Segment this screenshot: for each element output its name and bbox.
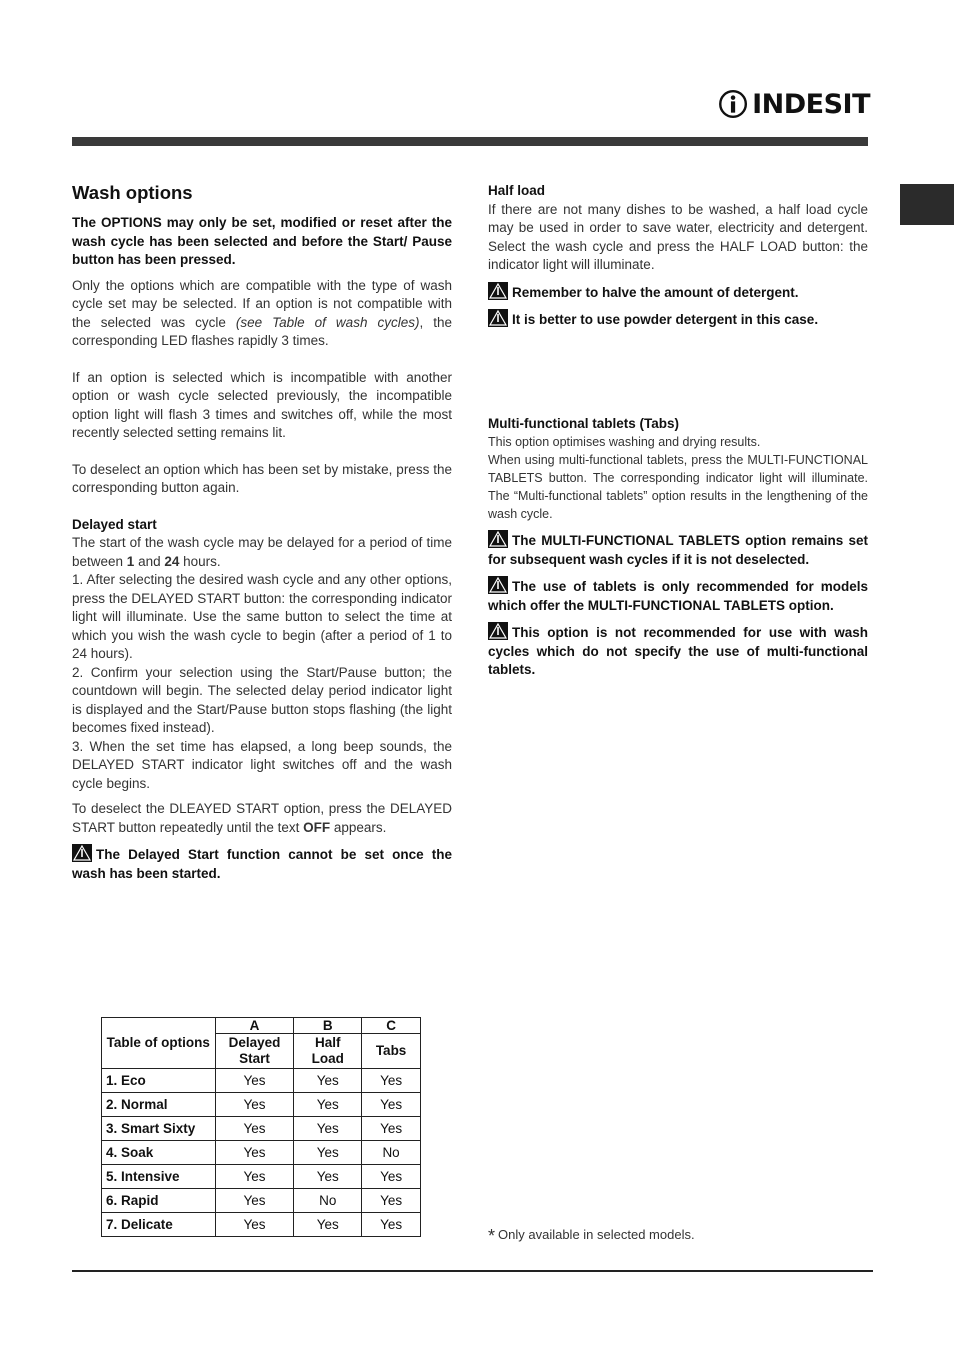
tabs-heading: Multi-functional tablets (Tabs)	[488, 415, 679, 431]
warning-icon	[72, 844, 92, 862]
cell: Yes	[215, 1141, 294, 1165]
table-row	[102, 1117, 421, 1141]
half-load-text: If there are not many dishes to be washed, a half load cycle may be used in order to save water, electricity and detergent. Select the wash cycle and press the HALF LOAD button: the indicator light will illuminate.	[488, 201, 868, 272]
intro-notice: The OPTIONS may only be set, modified or reset after the wash cycle has been selected and before the Start/ Pause button has been pressed.	[72, 215, 452, 267]
left-column	[72, 180, 452, 883]
row-label: 6. Rapid	[102, 1189, 216, 1213]
table-row	[102, 1189, 421, 1213]
incompatible-paragraph: If an option is selected which is incompatible with another option or wash cycle selected previously, the incompatible option light will flash 3 times and switches off, while the most recently selected setting remains lit.	[72, 369, 452, 440]
warning-icon	[488, 576, 508, 594]
row-label: 2. Normal	[102, 1093, 216, 1117]
cell: Yes	[215, 1117, 294, 1141]
options-table	[101, 1017, 421, 1237]
cell: No	[294, 1189, 362, 1213]
cell: Yes	[294, 1117, 362, 1141]
cell: Yes	[215, 1165, 294, 1189]
language-tab-marker	[900, 184, 954, 225]
column-letter: A	[215, 1018, 294, 1034]
column-header: Half Load	[294, 1034, 362, 1069]
cell: Yes	[362, 1165, 421, 1189]
delayed-start-step-3: 3. When the set time has elapsed, a long beep sounds, the DELAYED START indicator light switches off and the wash cycle begins.	[72, 738, 452, 791]
tabs-text-1: This option optimises washing and drying results.	[488, 435, 761, 449]
tabs-warning-3: This option is not recommended for use with wash cycles which do not specify the use of multi-functional tablets.	[488, 622, 868, 680]
delayed-start-step-2: 2. Confirm your selection using the Start/Pause button; the countdown will begin. The selected delay period indicator light is displayed and the Start/Pause button stops flashing (the light becomes fixed instead).	[72, 664, 452, 735]
cell: Yes	[294, 1141, 362, 1165]
warning-icon	[488, 309, 508, 327]
page-title: Wash options	[72, 182, 193, 203]
tabs-warning-2: The use of tablets is only recommended for models which offer the MULTI-FUNCTIONAL TABLETS option.	[488, 576, 868, 615]
delayed-start-warning: The Delayed Start function cannot be set once the wash has been started.	[72, 844, 452, 883]
table-row	[102, 1069, 421, 1093]
row-label: 4. Soak	[102, 1141, 216, 1165]
cell: Yes	[362, 1069, 421, 1093]
cell: Yes	[215, 1189, 294, 1213]
cell: Yes	[215, 1093, 294, 1117]
footer-rule	[72, 1270, 873, 1272]
table-letter-row	[102, 1018, 421, 1034]
brand-wordmark: INDESIT	[752, 88, 870, 120]
footnote-text: Only available in selected models.	[498, 1227, 695, 1242]
compatibility-paragraph: Only the options which are compatible with the type of wash cycle set may be selected. If an option is not compatible with the selected was cycle (see Table of wash cycles), the corresponding LED flashes rapidly 3 times.	[72, 277, 452, 348]
cell: Yes	[362, 1117, 421, 1141]
column-header: Delayed Start	[215, 1034, 294, 1069]
right-column	[488, 180, 868, 680]
header-bar	[72, 137, 868, 146]
cell: Yes	[215, 1213, 294, 1237]
indesit-i-icon	[718, 84, 748, 124]
warning-icon	[488, 622, 508, 640]
row-label: 1. Eco	[102, 1069, 216, 1093]
cell: Yes	[294, 1165, 362, 1189]
footnote	[488, 1226, 695, 1247]
cell: Yes	[215, 1069, 294, 1093]
warning-icon	[488, 530, 508, 548]
cell: Yes	[362, 1213, 421, 1237]
table-row	[102, 1141, 421, 1165]
table-row	[102, 1093, 421, 1117]
cell: Yes	[294, 1213, 362, 1237]
table-row	[102, 1213, 421, 1237]
delayed-start-intro: The start of the wash cycle may be delayed for a period of time between 1 and 24 hours.	[72, 535, 452, 569]
cell: Yes	[362, 1189, 421, 1213]
cell: Yes	[294, 1069, 362, 1093]
row-label: 3. Smart Sixty	[102, 1117, 216, 1141]
cell: No	[362, 1141, 421, 1165]
row-label: 7. Delicate	[102, 1213, 216, 1237]
half-load-warning-2: It is better to use powder detergent in this case.	[488, 309, 868, 330]
cell: Yes	[362, 1093, 421, 1117]
delayed-start-step-1: 1. After selecting the desired wash cycle and any other options, press the DELAYED START button: the corresponding indicator light will illuminate. Use the same button to select the time at which you wish the wash cycle to begin (after a period of 1 to 24 hours).	[72, 572, 452, 661]
half-load-heading: Half load	[488, 183, 546, 198]
column-header: Tabs	[362, 1034, 421, 1069]
delayed-start-deselect: To deselect the DLEAYED START option, press the DELAYED START button repeatedly until the text OFF appears.	[72, 801, 452, 835]
cell: Yes	[294, 1093, 362, 1117]
deselect-paragraph: To deselect an option which has been set by mistake, press the corresponding button again.	[72, 461, 452, 495]
table-corner-label: Table of options	[102, 1018, 216, 1069]
half-load-warning-1: Remember to halve the amount of detergent.	[488, 282, 868, 303]
column-letter: B	[294, 1018, 362, 1034]
table-row	[102, 1165, 421, 1189]
tabs-text-2: When using multi-functional tablets, press the MULTI-FUNCTIONAL TABLETS button. The corresponding indicator light will illuminate. The “Multi-functional tablets” option results in the lengthening of the wash cycle.	[488, 453, 868, 521]
tabs-warning-1: The MULTI-FUNCTIONAL TABLETS option remains set for subsequent wash cycles if it is not deselected.	[488, 530, 868, 569]
brand-logo	[718, 84, 870, 124]
warning-icon	[488, 282, 508, 300]
row-label: 5. Intensive	[102, 1165, 216, 1189]
footnote-star: *	[488, 1226, 496, 1246]
column-letter: C	[362, 1018, 421, 1034]
delayed-start-heading: Delayed start	[72, 516, 157, 532]
